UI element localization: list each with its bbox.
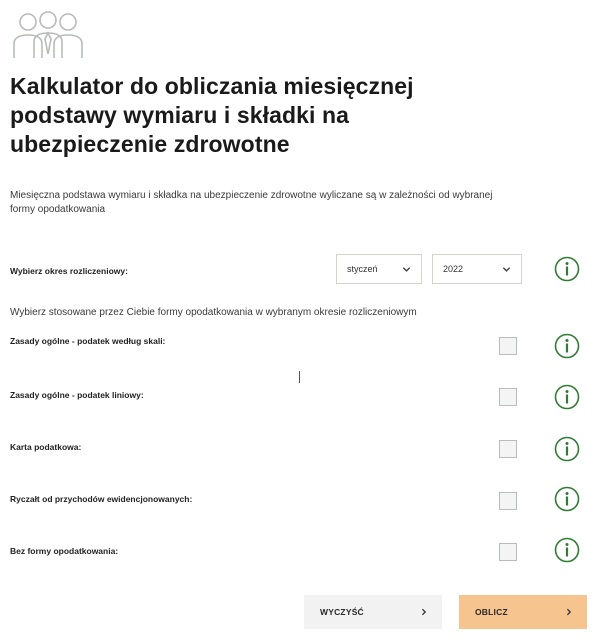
info-icon[interactable] xyxy=(554,384,580,410)
clear-button[interactable] xyxy=(304,595,442,629)
info-icon[interactable] xyxy=(554,436,580,462)
chevron-down-icon xyxy=(402,265,411,274)
form-label-bez: Bez formy opodatkowania: xyxy=(10,546,119,556)
chevron-down-icon xyxy=(502,265,511,274)
year-value: 2022 xyxy=(443,264,464,274)
year-select[interactable] xyxy=(432,254,522,284)
clear-button-label: WYCZYŚĆ xyxy=(320,607,364,617)
calculate-button[interactable] xyxy=(459,595,587,629)
form-label-ryczalt: Ryczałt od przychodów ewidencjonowanych: xyxy=(10,494,193,504)
period-label: Wybierz okres rozliczeniowy: xyxy=(10,266,128,276)
info-icon[interactable] xyxy=(554,333,580,359)
text-cursor xyxy=(299,371,300,383)
checkbox-liniowy[interactable] xyxy=(499,388,517,406)
checkbox-karta[interactable] xyxy=(499,440,517,458)
info-icon[interactable] xyxy=(554,537,580,563)
people-group-icon xyxy=(10,8,86,60)
info-icon[interactable] xyxy=(554,256,580,282)
form-label-skala: Zasady ogólne - podatek według skali: xyxy=(10,336,166,346)
forms-intro: Wybierz stosowane przez Ciebie formy opodatkowania w wybranym okresie rozliczeniowym xyxy=(10,307,417,318)
month-select[interactable] xyxy=(336,254,422,284)
calculate-button-label: OBLICZ xyxy=(475,607,508,617)
page-subtitle: Miesięczna podstawa wymiaru i składka na ubezpieczenie zdrowotne wyliczane są w zależności od wybranej formy opodatkowania xyxy=(10,190,493,215)
form-label-karta: Karta podatkowa: xyxy=(10,442,82,452)
checkbox-ryczalt[interactable] xyxy=(499,492,517,510)
page-title: Kalkulator do obliczania miesięcznej podstawy wymiaru i składki na ubezpieczenie zdrowotne xyxy=(10,73,414,157)
chevron-right-icon xyxy=(565,608,573,616)
form-label-liniowy: Zasady ogólne - podatek liniowy: xyxy=(10,390,144,400)
info-icon[interactable] xyxy=(554,486,580,512)
checkbox-bez[interactable] xyxy=(499,543,517,561)
chevron-right-icon xyxy=(420,608,428,616)
checkbox-skala[interactable] xyxy=(499,337,517,355)
month-value: styczeń xyxy=(347,264,378,274)
